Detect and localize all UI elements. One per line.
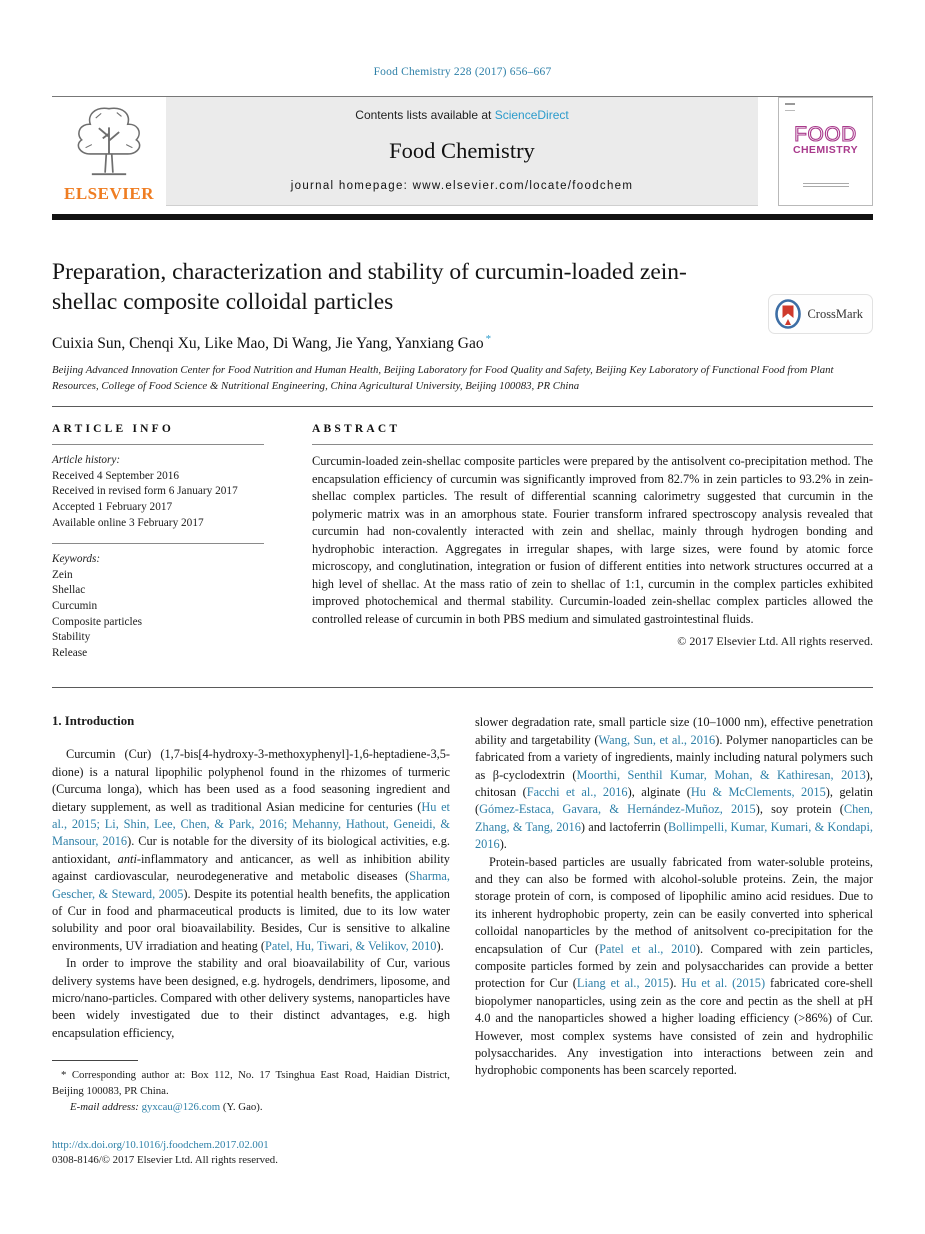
body-column-right: [475, 714, 873, 1166]
article-title: Preparation, characterization and stability of curcumin-loaded zein-shellac composite colloidal particles: [52, 259, 687, 315]
affiliation: Beijing Advanced Innovation Center for Food Nutrition and Human Health, Beijing Laboratory for Food Quality and Safety, Beijing Key Laboratory of Functional Food from Plant Resources, College of Food Science & Nutritional Engineering, China Agricultural University, Beijing 100083, PR China: [52, 363, 834, 393]
inline-citation-link[interactable]: Wang, Sun, et al., 2016: [598, 732, 716, 747]
cover-title-chemistry: CHEMISTRY: [792, 144, 859, 156]
keyword-item: Curcumin: [52, 600, 98, 613]
inline-citation-link[interactable]: Hu & McClements, 2015: [690, 784, 826, 799]
paragraph: In order to improve the stability and oral bioavailability of Cur, various delivery systems have been designed, e.g. hydrogels, dendrimers, liposome, and micro/nano-particles. Compared with other delivery systems, nanoparticles have been widely investigated due to their distinct advantages, e.g. high encapsulation efficiency,: [52, 956, 450, 1040]
corresponding-author-note: * Corresponding author at: Box 112, No. 17 Tsinghua East Road, Haidian District, Beijing 100083, PR China.: [52, 1069, 450, 1097]
crossmark-icon: [775, 299, 801, 329]
history-item: Available online 3 February 2017: [52, 516, 204, 529]
contents-line: [166, 108, 758, 122]
introduction-section: [52, 688, 873, 1166]
article-info-column: [52, 423, 264, 661]
cover-fineprint: [803, 181, 849, 189]
paragraph: slower degradation rate, small particle size (10–1000 nm), effective penetration ability and targetability (Wang, Sun, et al., 2016). Polymer nanoparticles can be fabricated from a variety of ingredients, mainly including natural polymers such as β-cyclodextrin (Moorthi, Senthil Kumar, Mohan, & Kathiresan, 2013), chitosan (Facchi et al., 2016), alginate (Hu & McClements, 2015), gelatin (Gómez-Estaca, Gavara, & Hernández-Muñoz, 2015), soy protein (Chen, Zhang, & Tang, 2016) and lactoferrin (Bollimpelli, Kumar, Kumari, & Kondapi, 2016).: [475, 715, 873, 852]
crossmark-label: CrossMark: [807, 306, 863, 321]
journal-homepage-link[interactable]: www.elsevier.com/locate/foodchem: [412, 180, 634, 192]
doi-link[interactable]: http://dx.doi.org/10.1016/j.foodchem.2017.02.001: [52, 1139, 269, 1152]
history-item: Received in revised form 6 January 2017: [52, 485, 238, 498]
journal-cover-thumbnail[interactable]: [778, 97, 873, 206]
article-info-heading: ARTICLE INFO: [52, 423, 175, 436]
keyword-item: Stability: [52, 631, 91, 644]
paragraph: Curcumin (Cur) (1,7-bis[4-hydroxy-3-methoxyphenyl]-1,6-heptadiene-3,5-dione) is a natural lipophilic polyphenol found in the rhizomes of turmeric (Curcuma longa), which has been used as a food seasoning ingredient and dietary supplement, as well as traditional Asian medicine for centuries (Hu et al., 2015; Li, Shin, Lee, Chen, & Park, 2016; Mehanny, Hathout, Geneidi, & Mansour, 2016). Cur is notable for the diversity of its biological activities, e.g. antioxidant, anti-inflammatory and anticancer, as well as inhibition ability against cardiovascular, neurodegenerative and metabolic diseases (Sharma, Gescher, & Steward, 2005). Despite its potential health benefits, the application of Cur in food and pharmaceutical products is limited, due to its low water solubility and poor oral bioavailability. Besides, Cur is sensitive to alkaline environments, UV irradiation and heating (Patel, Hu, Tiwari, & Velikov, 2010).: [52, 747, 451, 953]
inline-citation-link[interactable]: Gómez-Estaca, Gavara, & Hernández-Muñoz, 2015: [479, 802, 756, 817]
keyword-item: Shellac: [52, 584, 86, 597]
inline-citation-link[interactable]: Liang et al., 2015: [576, 976, 670, 991]
inline-citation-link[interactable]: Facchi et al., 2016: [526, 784, 628, 799]
inline-citation-link[interactable]: Hu et al. (2015): [681, 976, 766, 991]
homepage-line: [166, 180, 758, 192]
journal-title: Food Chemistry: [389, 138, 535, 163]
email-line: E-mail address: gyxcau@126.com (Y. Gao).: [70, 1100, 263, 1113]
article-history-label: Article history:: [52, 454, 121, 467]
divider: [52, 444, 264, 445]
history-item: Received 4 September 2016: [52, 469, 180, 482]
keyword-item: Composite particles: [52, 615, 143, 628]
meta-row: [52, 407, 873, 675]
crossmark-badge[interactable]: [768, 294, 873, 334]
footnote-rule: [52, 1060, 138, 1061]
elsevier-tree-icon: [70, 103, 148, 183]
inline-citation-link[interactable]: gyxcau@126.com: [141, 1100, 221, 1113]
doi-block: [52, 1139, 450, 1166]
author-names: Cuixia Sun, Chenqi Xu, Like Mao, Di Wang, Jie Yang, Yanxiang Gao: [52, 334, 484, 352]
inline-citation-link[interactable]: Patel, Hu, Tiwari, & Velikov, 2010: [265, 938, 437, 953]
inline-citation-link[interactable]: Patel et al., 2010: [599, 941, 696, 956]
abstract-heading: ABSTRACT: [312, 423, 401, 436]
cover-title-food: FOOD: [794, 123, 857, 146]
abstract-copyright: © 2017 Elsevier Ltd. All rights reserved.: [677, 634, 873, 649]
title-block: [52, 258, 873, 394]
paragraph: Protein-based particles are usually fabricated from water-soluble proteins, and they can also be formed with alcohol-soluble proteins. Zein, the major storage protein of corn, is composed of lipophilic amino acid residues. Due to its inherent hydrophobic property, zein can be easily converted into spherical colloidal nanoparticles by the method of anitsolvent co-precipitation for the encapsulation of Cur (Patel et al., 2010). Compared with zein particles, composite particles formed by zein and polysaccharides can provide a better protection for Cur (Liang et al., 2015). Hu et al. (2015) fabricated core-shell biopolymer nanoparticles, using zein as the core and pectin as the shell at pH 4.0 and the nanoparticles showed a higher loading efficiency (>86%) of Cur. However, most complex systems have consisted of zein and hydrophilic polysaccharides. Any investigation into interactions between zein and hydrophobic components has been scarcely reported.: [475, 854, 873, 1078]
body-column-left: [52, 714, 450, 1166]
footnote: [52, 1060, 450, 1115]
elsevier-wordmark: ELSEVIER: [64, 184, 154, 203]
inline-citation-link[interactable]: Sharma, Gescher, & Steward, 2005: [52, 869, 450, 901]
publisher-mark-icon: [785, 103, 795, 111]
issn-copyright-line: 0308-8146/© 2017 Elsevier Ltd. All rights reserved.: [52, 1154, 278, 1167]
keyword-item: Release: [52, 646, 88, 659]
corresponding-author-mark[interactable]: *: [485, 332, 492, 345]
divider: [312, 444, 873, 445]
sciencedirect-link[interactable]: ScienceDirect: [494, 108, 569, 122]
author-list: [52, 333, 873, 353]
inline-citation-link[interactable]: Moorthi, Senthil Kumar, Mohan, & Kathiresan, 2013: [576, 767, 866, 782]
homepage-text: journal homepage:: [290, 180, 413, 192]
inline-citation-link[interactable]: Bollimpelli, Kumar, Kumari, & Kondapi, 2016: [475, 819, 873, 852]
journal-header: [52, 96, 873, 206]
divider: [52, 543, 264, 544]
section-heading-introduction: 1. Introduction: [52, 714, 135, 729]
header-rule: [52, 214, 873, 220]
keywords-label: Keywords:: [52, 553, 101, 566]
history-item: Accepted 1 February 2017: [52, 501, 173, 514]
journal-citation-link[interactable]: Food Chemistry 228 (2017) 656–667: [373, 66, 552, 78]
inline-citation-link[interactable]: Chen, Zhang, & Tang, 2016: [475, 802, 873, 834]
abstract-text: Curcumin-loaded zein-shellac composite particles were prepared by the antisolvent co-precipitation method. The encapsulation efficiency of curcumin was significantly improved from 82.7% in zein particles to 93.2% in zein-shellac complex particles. The result of differential scanning calorimetry suggested that curcumin in the polymeric matrix was in an amorphous state. Fourier transform infrared spectroscopy analysis revealed that curcumin had non-covalently interacted with zein and shellac, mainly through hydrogen bonding and hydrophobic interaction. Aggregates in irregular shapes, with large sizes, were found by atomic force microscopy, and conglutination, integration or fusion of different entities into network structures occurred at a high level of shellac. At the mass ratio of zein to shellac of 1:1, curcumin in the complex particles exhibited improved photochemical and thermal stability. Curcumin-loaded zein-shellac complex particles allowed the controlled release of curcumin in both PBS medium and simulated gastrointestinal fluids.: [312, 454, 873, 626]
inline-citation-link[interactable]: Hu et al., 2015; Li, Shin, Lee, Chen, & Park, 2016; Mehanny, Hathout, Geneidi, & Mansour, 2016: [52, 799, 450, 849]
abstract-column: [312, 423, 873, 661]
contents-text: Contents lists available at: [355, 108, 495, 122]
elsevier-logo[interactable]: [52, 97, 166, 206]
keyword-item: Zein: [52, 568, 73, 581]
journal-banner: [166, 97, 758, 206]
